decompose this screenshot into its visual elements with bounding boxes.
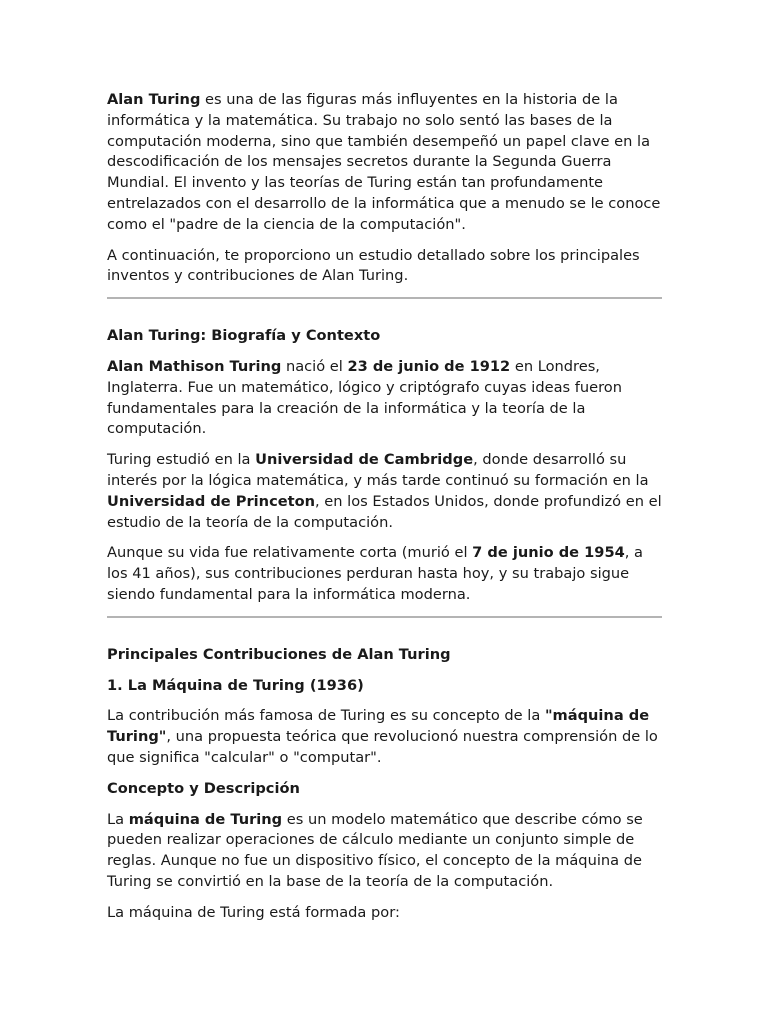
text: , donde desarrolló su interés por la lógica matemática, y más tarde continuó su formación en la [107,451,649,489]
concept-paragraph [107,810,662,893]
bold-princeton: Universidad de Princeton [107,492,316,510]
text: Turing estudió en la [107,451,256,469]
section-heading-contributions: Principales Contribuciones de Alan Turing [107,645,451,663]
text: en Londres, Inglaterra. Fue un matemático, lógico y criptógrafo cuyas ideas fueron fundamentales para la creación de la informática y la teoría de la computación. [107,357,622,438]
text: Aunque su vida fue relativamente corta (murió el [107,544,473,562]
text: , una propuesta teórica que revolucionó nuestra comprensión de lo que significa "calcular" o "computar". [107,728,658,766]
section-divider [107,616,662,618]
section-divider [107,297,662,299]
contribution-paragraph [107,706,662,768]
bold-full-name: Alan Mathison Turing [107,357,282,375]
text: La contribución más famosa de Turing es su concepto de la [107,707,545,725]
biography-paragraph-legacy [107,543,662,605]
intro-continuation-paragraph: A continuación, te proporciono un estudio detallado sobre los principales inventos y contribuciones de Alan Turing. [107,246,640,285]
text: nació el [281,357,348,375]
bold-death-date: 7 de junio de 1954 [472,544,625,562]
intro-bold-name: Alan Turing [107,91,201,108]
biography-paragraph-education [107,450,662,533]
components-intro-paragraph: La máquina de Turing está formada por: [107,903,400,921]
biography-paragraph-birth [107,357,662,440]
text: es un modelo matemático que describe cómo se pueden realizar operaciones de cálculo mediante un conjunto simple de reglas. Aunque no fue un dispositivo físico, el concepto de la máquina de Turing se convirtió en la base de la teoría de la computación. [107,810,643,890]
intro-paragraph [107,90,662,236]
bold-turing-machine-quote: "máquina de Turing" [107,707,650,746]
subheading-concept: Concepto y Descripción [107,779,300,797]
subheading-turing-machine: 1. La Máquina de Turing (1936) [107,676,364,694]
text: , en los Estados Unidos, donde profundizó en el estudio de la teoría de la computación. [107,492,662,531]
text: La [107,810,129,828]
intro-text: es una de las figuras más influyentes en la historia de la informática y la matemática. Su trabajo no solo sentó las bases de la computación moderna, sino que también desempeñó un papel clave en la descodificación de los mensajes secretos durante la Segunda Guerra Mundial. El invento y las teorías de Turing están tan profundamente entrelazados con el desarrollo de la informática que a menudo se le conoce como el "padre de la ciencia de la computación". [107,91,661,233]
bold-turing-machine: máquina de Turing [128,810,283,828]
text: , a los 41 años), sus contribuciones perduran hasta hoy, y su trabajo sigue siendo fundamental para la informática moderna. [107,544,643,603]
bold-cambridge: Universidad de Cambridge [255,451,474,469]
section-heading-biography: Alan Turing: Biografía y Contexto [107,327,381,345]
bold-birth-date: 23 de junio de 1912 [347,357,511,375]
